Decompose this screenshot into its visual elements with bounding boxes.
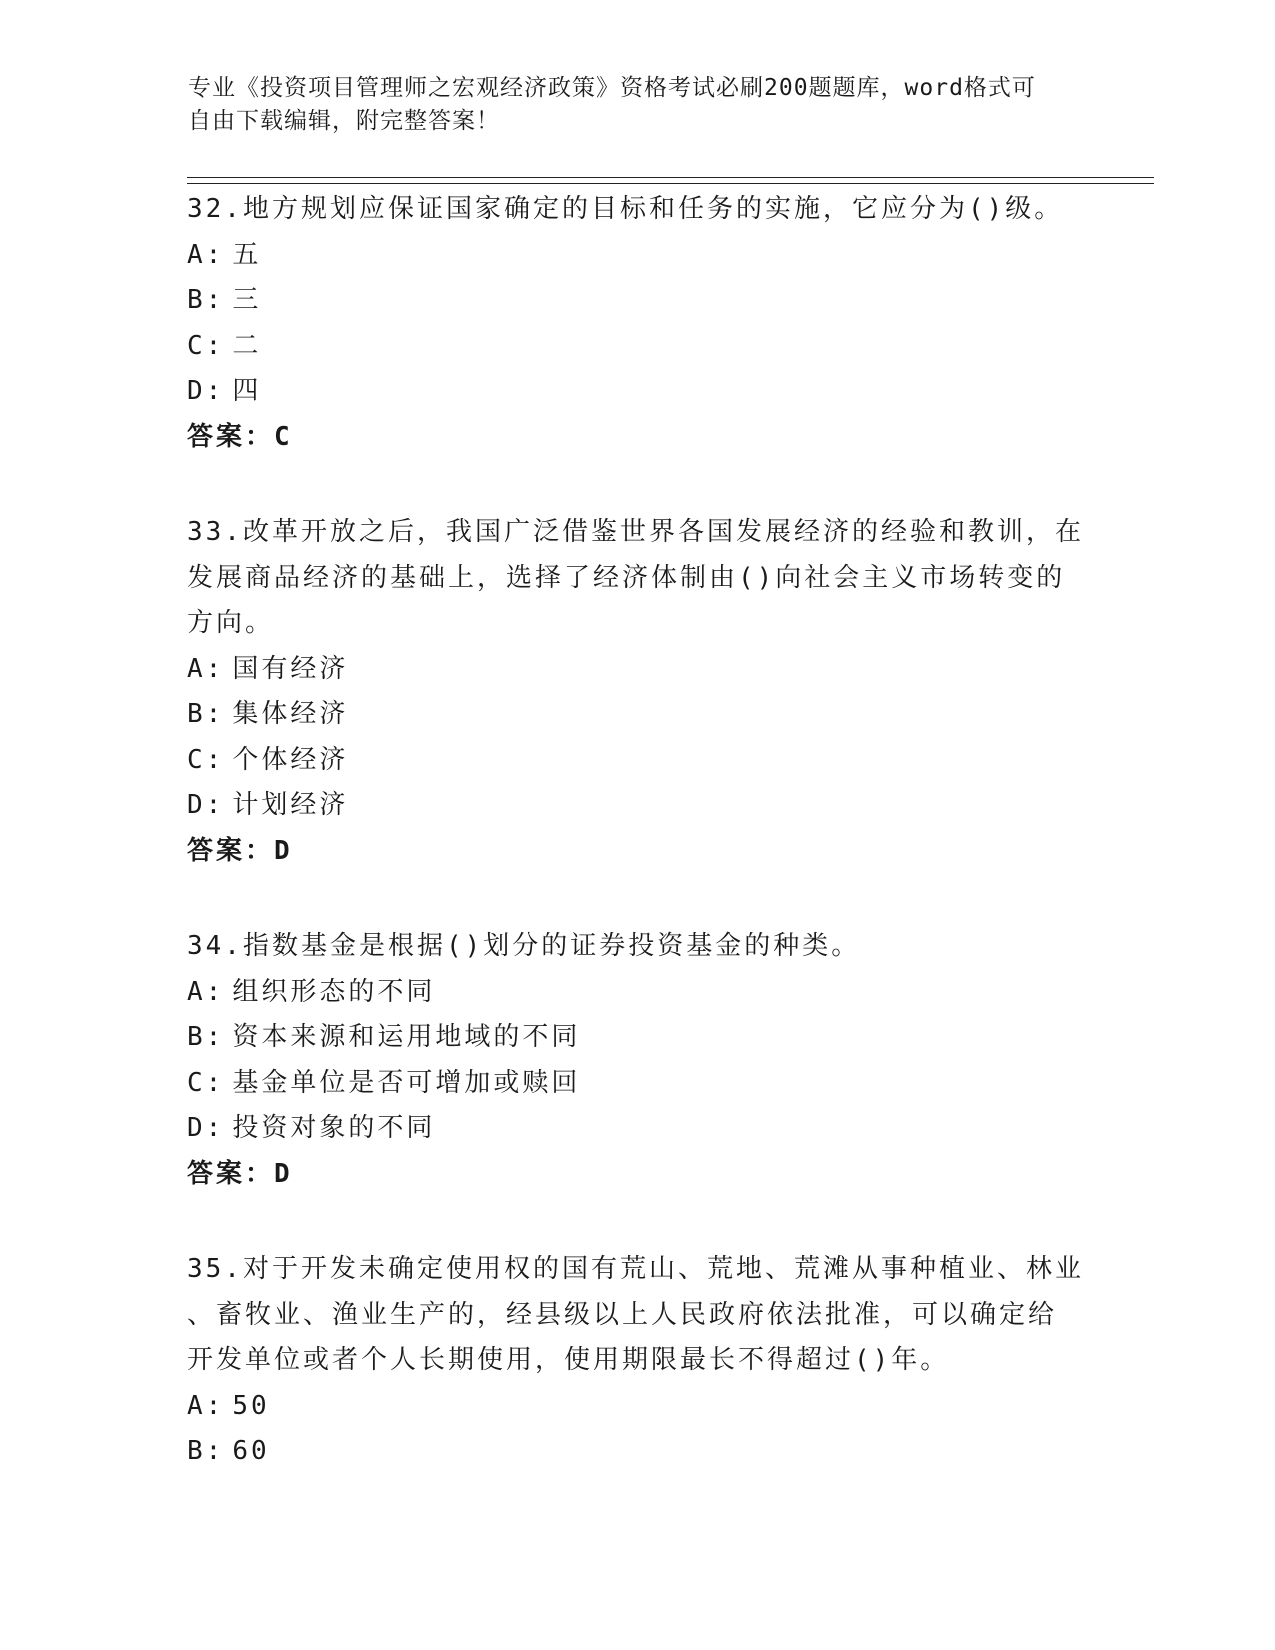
option-text: 组织形态的不同 <box>232 976 436 1007</box>
option-key: C: <box>187 744 225 775</box>
question-stem: 34.指数基金是根据()划分的证券投资基金的种类。 <box>187 931 861 961</box>
option-b <box>187 278 1087 324</box>
option-key: D: <box>187 1113 225 1143</box>
option-key: B: <box>187 699 225 729</box>
option-text: 投资对象的不同 <box>232 1113 436 1143</box>
option-text: 国有经济 <box>232 653 349 684</box>
option-key: A: <box>187 1390 225 1421</box>
answer-value: C <box>274 421 293 452</box>
option-a <box>187 1384 1087 1430</box>
question-stem: 、畜牧业、渔业生产的，经县级以上人民政府依法批准，可以确定给 <box>187 1299 1058 1330</box>
question-stem: 32.地方规划应保证国家确定的目标和任务的实施，它应分为()级。 <box>187 194 1064 224</box>
question-stem: 发展商品经济的基础上，选择了经济体制由()向社会主义市场转变的 <box>187 562 1066 593</box>
header-divider <box>187 183 1154 184</box>
option-key: A: <box>187 653 225 684</box>
question-32 <box>187 187 1087 460</box>
answer <box>187 1152 1087 1198</box>
option-b <box>187 1015 1087 1061</box>
question-stem: 开发单位或者个人长期使用，使用期限最长不得超过()年。 <box>187 1345 950 1375</box>
option-text: 资本来源和运用地域的不同 <box>232 1022 581 1052</box>
option-text: 四 <box>232 376 262 406</box>
option-text: 集体经济 <box>232 699 349 729</box>
option-key: A: <box>187 976 225 1007</box>
option-c <box>187 738 1087 784</box>
question-35 <box>187 1247 1087 1475</box>
option-key: D: <box>187 790 225 820</box>
option-key: C: <box>187 1067 225 1098</box>
option-text: 五 <box>232 239 262 270</box>
option-key: B: <box>187 285 225 315</box>
answer <box>187 829 1087 875</box>
option-text: 个体经济 <box>232 744 349 775</box>
option-a <box>187 233 1087 279</box>
question-stem: 33.改革开放之后，我国广泛借鉴世界各国发展经济的经验和教训，在 <box>187 517 1084 547</box>
option-text: 三 <box>232 285 262 315</box>
answer-value: D <box>274 835 293 866</box>
question-33 <box>187 510 1087 874</box>
option-d <box>187 783 1087 829</box>
option-c <box>187 324 1087 370</box>
option-b <box>187 1429 1087 1475</box>
option-key: B: <box>187 1436 225 1466</box>
option-text: 二 <box>232 330 262 361</box>
answer-label: 答案： <box>187 421 275 452</box>
option-text: 计划经济 <box>232 790 349 820</box>
option-d <box>187 369 1087 415</box>
question-stem: 35.对于开发未确定使用权的国有荒山、荒地、荒滩从事种植业、林业 <box>187 1254 1084 1284</box>
option-b <box>187 692 1087 738</box>
document-header <box>188 72 1088 138</box>
question-list <box>187 187 1087 1525</box>
answer-label: 答案： <box>187 835 275 866</box>
option-text: 50 <box>232 1390 270 1421</box>
answer-value: D <box>274 1158 293 1189</box>
option-key: B: <box>187 1022 225 1052</box>
option-a <box>187 647 1087 693</box>
header-divider <box>187 177 1154 178</box>
option-key: A: <box>187 239 225 270</box>
option-d <box>187 1106 1087 1152</box>
option-text: 60 <box>232 1436 270 1466</box>
header-line: 自由下载编辑，附完整答案！ <box>188 108 500 134</box>
answer <box>187 415 1087 461</box>
option-key: C: <box>187 330 225 361</box>
option-text: 基金单位是否可增加或赎回 <box>232 1067 581 1098</box>
answer-label: 答案： <box>187 1158 275 1189</box>
question-34 <box>187 924 1087 1197</box>
option-c <box>187 1061 1087 1107</box>
header-line: 专业《投资项目管理师之宏观经济政策》资格考试必刷200题题库，word格式可 <box>188 75 1036 101</box>
option-key: D: <box>187 376 225 406</box>
question-stem: 方向。 <box>187 608 275 638</box>
option-a <box>187 970 1087 1016</box>
